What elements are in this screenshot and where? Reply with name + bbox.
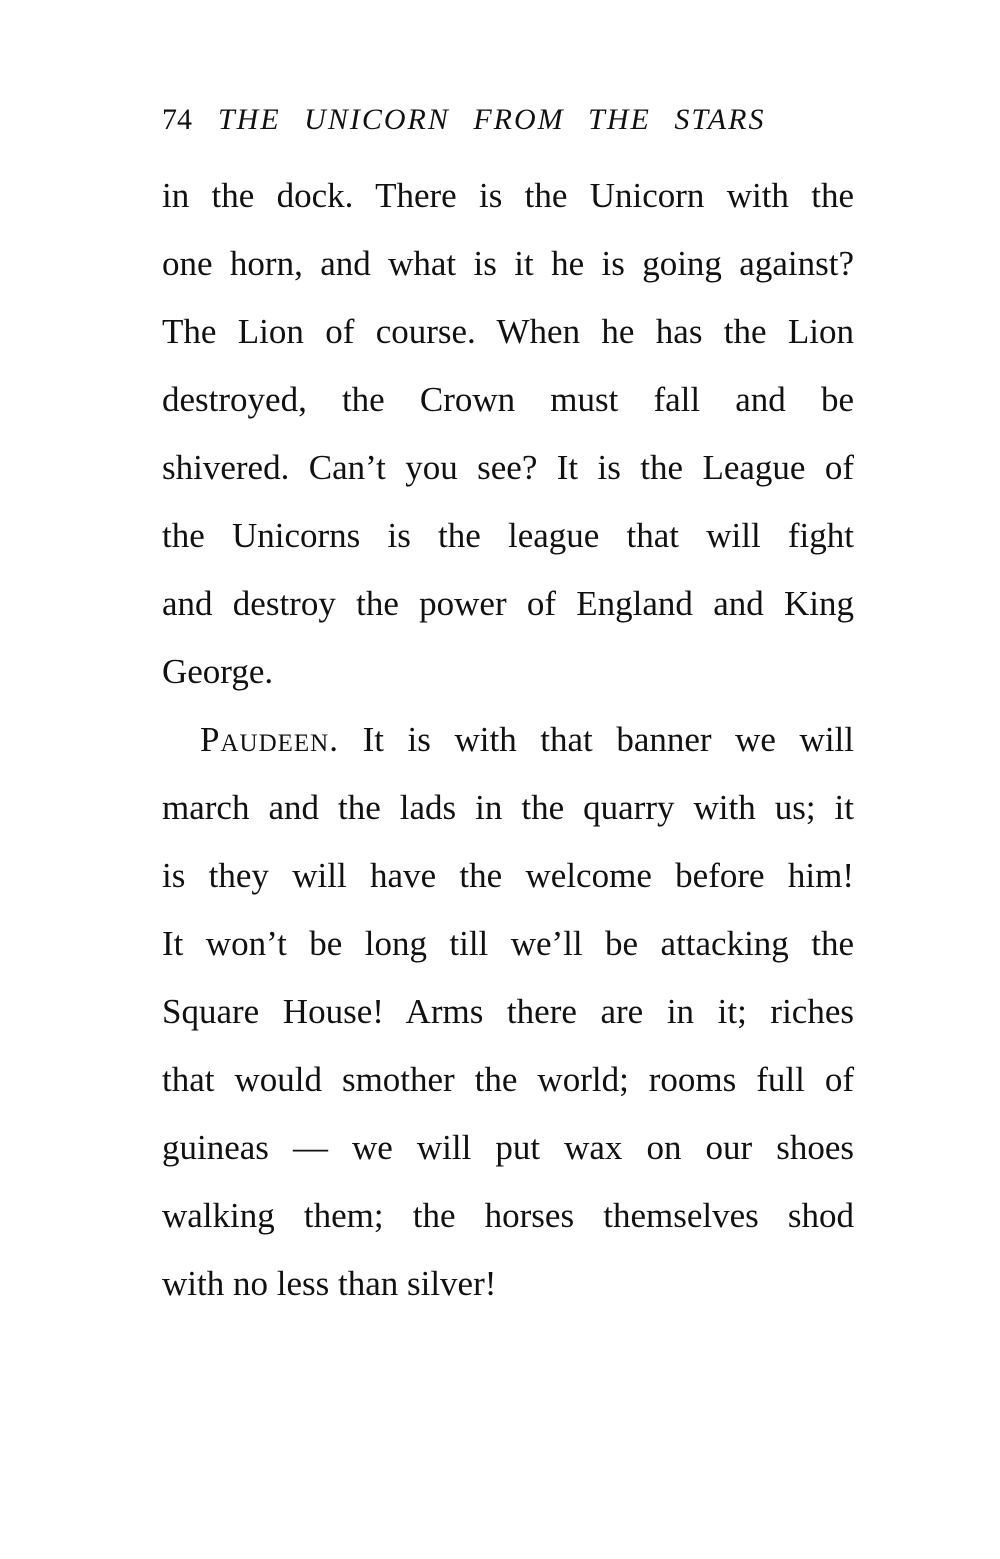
body-text [162,166,854,1322]
paragraph [162,166,854,710]
text-line: The Lion of course. When he has the Lion [162,312,854,351]
speaker-name: Paudeen. [200,720,339,759]
paragraph [162,710,854,1322]
text-line: the Unicorns is the league that will fight [162,516,854,555]
page-number: 74 [162,103,192,136]
text-line [162,710,854,778]
text-line: that would smother the world; rooms full of [162,1060,854,1099]
text-line: destroyed, the Crown must fall and be [162,380,854,419]
text-line: march and the lads in the quarry with us; it [162,788,854,827]
text-line: walking them; the horses themselves shod [162,1196,854,1235]
text-line: shivered. Can’t you see? It is the League of [162,448,854,487]
text-line: Square House! Arms there are in it; riches [162,992,854,1031]
text-line: in the dock. There is the Unicorn with the [162,176,854,215]
running-title: THE UNICORN FROM THE STARS [218,103,766,136]
text-line: guineas — we will put wax on our shoes [162,1128,854,1167]
text-line: George. [162,652,274,691]
text-line: It won’t be long till we’ll be attacking the [162,924,854,963]
running-head [162,98,862,142]
text-line: one horn, and what is it he is going against? [162,244,854,283]
text-line: with no less than silver! [162,1264,497,1303]
text-line: and destroy the power of England and King [162,584,854,623]
speech-text: It is with that banner we will [362,720,855,759]
text-line: is they will have the welcome before him! [162,856,854,895]
